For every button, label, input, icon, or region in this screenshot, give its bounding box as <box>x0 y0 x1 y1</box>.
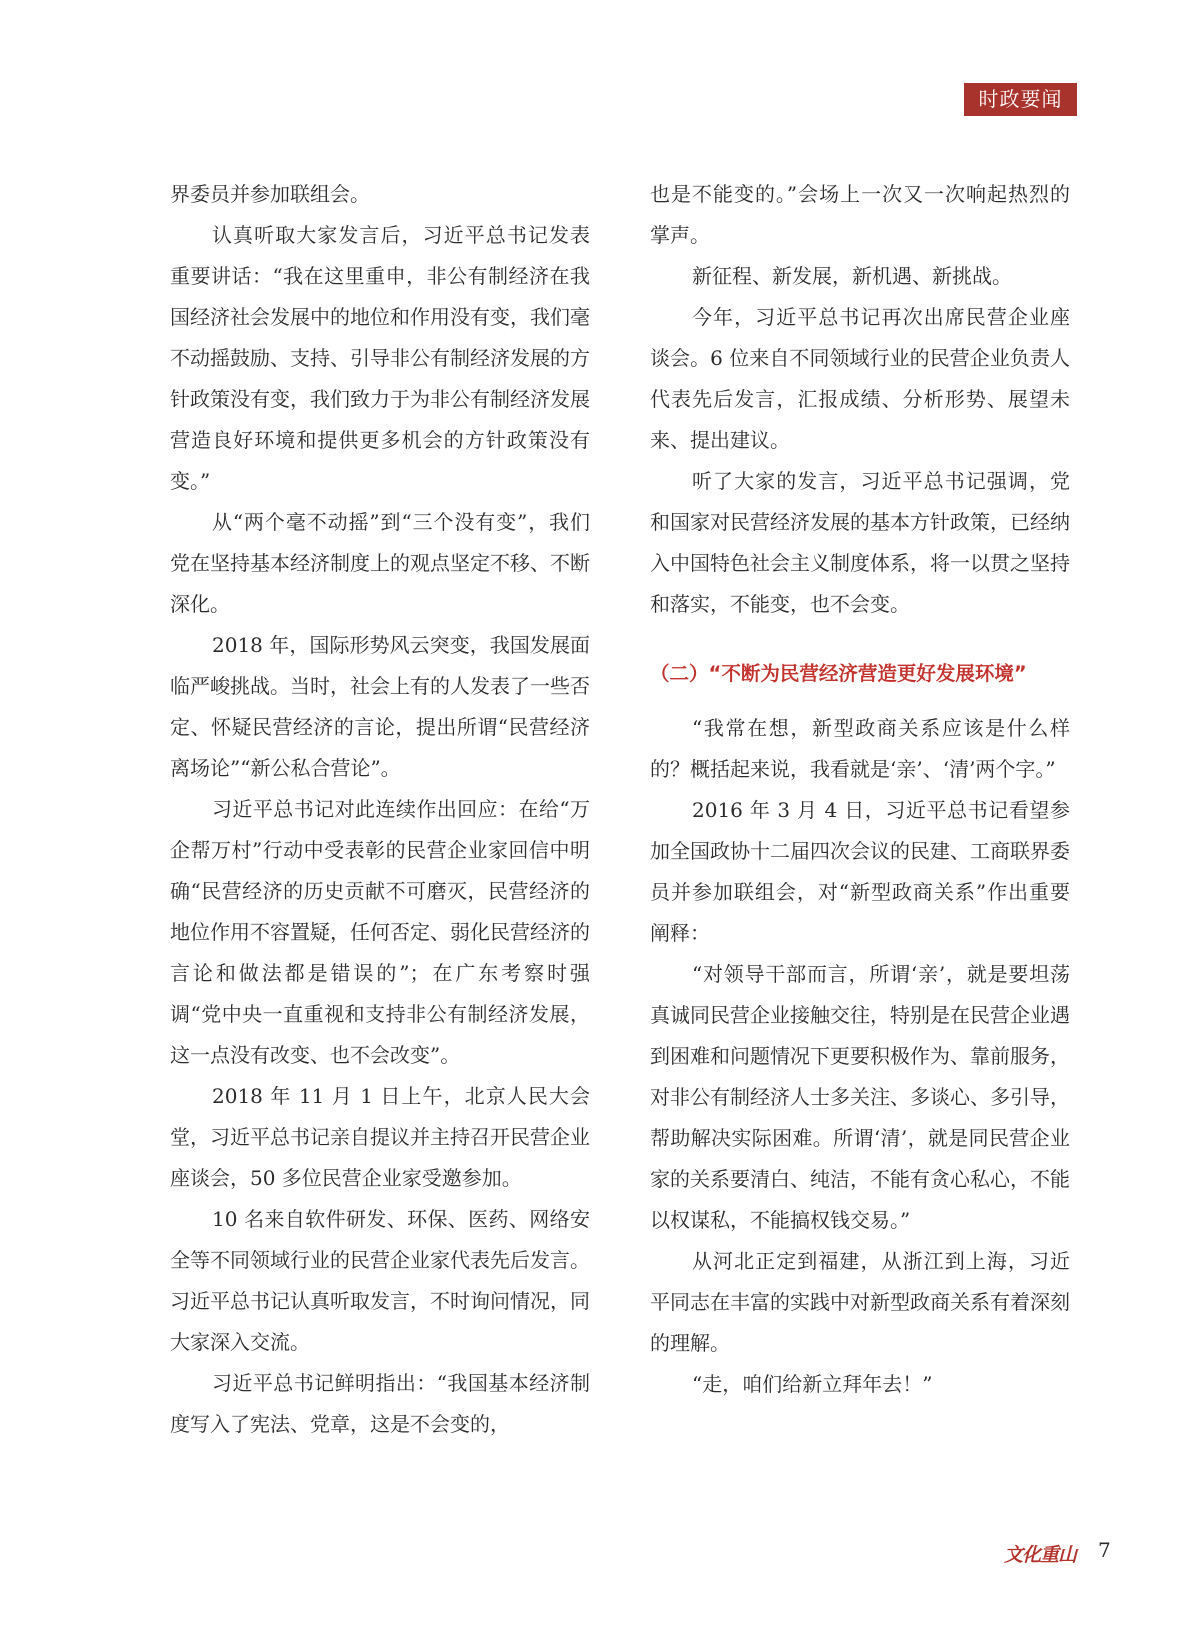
paragraph: 2018 年 11 月 1 日上午，北京人民大会堂，习近平总书记亲自提议并主持召开民营企业座谈会，50 多位民营企业家受邀参加。 <box>170 1084 590 1190</box>
magazine-logo: 文化重山 <box>1004 1544 1077 1566</box>
paragraph: 听了大家的发言，习近平总书记强调，党和国家对民营经济发展的基本方针政策，已经纳入中国特色社会主义制度体系，将一以贯之坚持和落实，不能变，也不会变。 <box>650 469 1070 616</box>
paragraph: 从“两个毫不动摇”到“三个没有变”，我们党在坚持基本经济制度上的观点坚定不移、不断深化。 <box>170 510 590 616</box>
paragraph: 习近平总书记对此连续作出回应：在给“万企帮万村”行动中受表彰的民营企业家回信中明确“民营经济的历史贡献不可磨灭，民营经济的地位作用不容置疑，任何否定、弱化民营经济的言论和做法都是错误的”；在广东考察时强调“党中央一直重视和支持非公有制经济发展，这一点没有改变、也不会改变”。 <box>170 797 590 1067</box>
paragraph: 认真听取大家发言后，习近平总书记发表重要讲话：“我在这里重申，非公有制经济在我国经济社会发展中的地位和作用没有变，我们毫不动摇鼓励、支持、引导非公有制经济发展的方针政策没有变，我们致力于为非公有制经济发展营造良好环境和提供更多机会的方针政策没有变。” <box>170 223 590 493</box>
paragraph: 界委员并参加联组会。 <box>170 182 370 206</box>
paragraph: 2018 年，国际形势风云突变，我国发展面临严峻挑战。当时，社会上有的人发表了一些否定、怀疑民营经济的言论，提出所谓“民营经济离场论”“新公私合营论”。 <box>170 633 590 780</box>
paragraph: 也是不能变的。”会场上一次又一次响起热烈的掌声。 <box>650 182 1070 247</box>
paragraph: 2016 年 3 月 4 日，习近平总书记看望参加全国政协十二届四次会议的民建、工商联界委员并参加联组会，对“新型政商关系”作出重要阐释： <box>650 798 1070 945</box>
right-column <box>650 174 1070 1405</box>
section-subheading: （二）“不断为民营经济营造更好发展环境” <box>650 662 1027 685</box>
paragraph: “对领导干部而言，所谓‘亲’，就是要坦荡真诚同民营企业接触交往，特别是在民营企业遇到困难和问题情况下更要积极作为、靠前服务，对非公有制经济人士多关注、多谈心、多引导，帮助解决实际困难。所谓‘清’，就是同民营企业家的关系要清白、纯洁，不能有贪心私心，不能以权谋私，不能搞权钱交易。” <box>650 962 1070 1232</box>
paragraph: “走，咱们给新立拜年去！” <box>692 1372 933 1396</box>
paragraph: 从河北正定到福建，从浙江到上海，习近平同志在丰富的实践中对新型政商关系有着深刻的理解。 <box>650 1249 1070 1355</box>
page-number: 7 <box>1098 1538 1111 1562</box>
section-tag: 时政要闻 <box>964 83 1077 116</box>
paragraph: 习近平总书记鲜明指出：“我国基本经济制度写入了宪法、党章，这是不会变的， <box>170 1371 590 1436</box>
left-column <box>170 174 590 1445</box>
paragraph: 今年，习近平总书记再次出席民营企业座谈会。6 位来自不同领域行业的民营企业负责人代表先后发言，汇报成绩、分析形势、展望未来、提出建议。 <box>650 305 1070 452</box>
paragraph: “我常在想，新型政商关系应该是什么样的？概括起来说，我看就是‘亲’、‘清’两个字。” <box>650 716 1070 781</box>
paragraph: 新征程、新发展，新机遇、新挑战。 <box>692 264 1012 288</box>
paragraph: 10 名来自软件研发、环保、医药、网络安全等不同领域行业的民营企业家代表先后发言。习近平总书记认真听取发言，不时询问情况，同大家深入交流。 <box>170 1207 590 1354</box>
